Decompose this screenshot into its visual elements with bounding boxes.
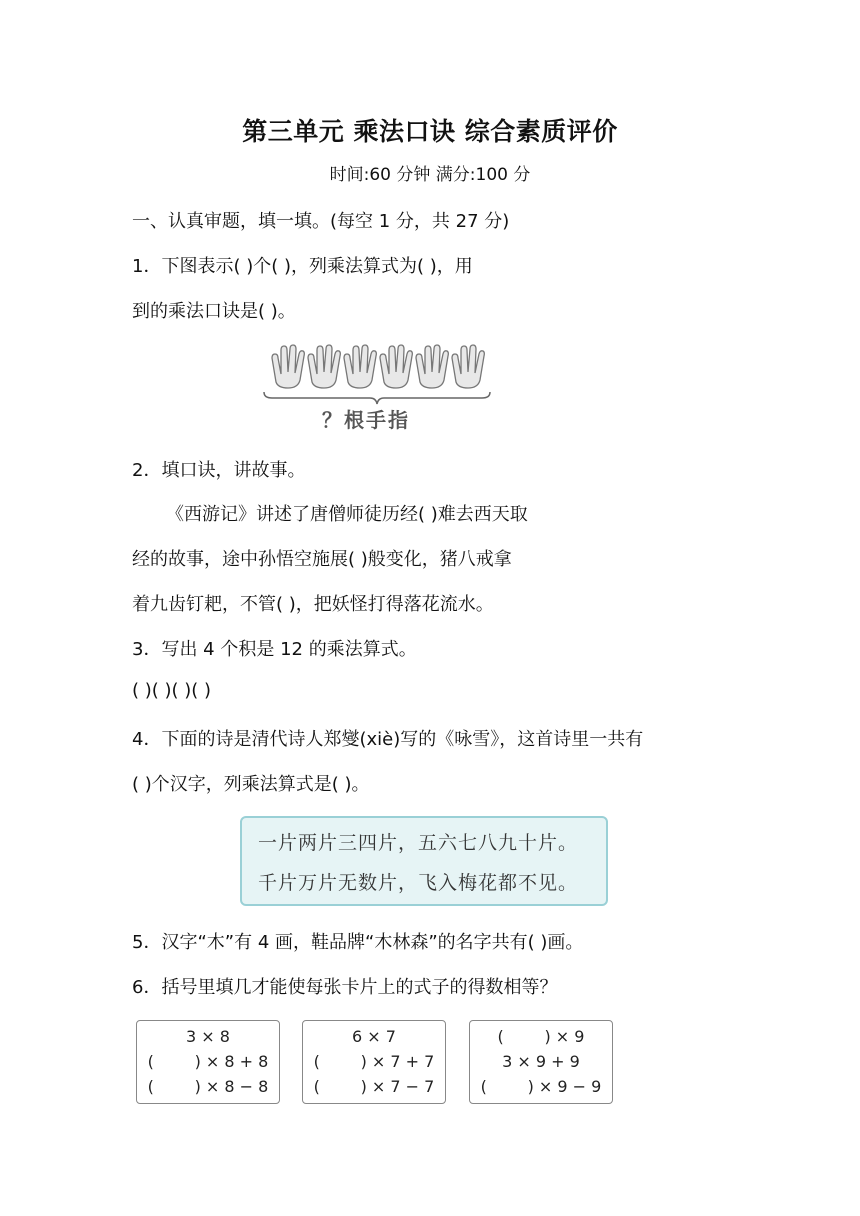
card-2-line-2: ( ) × 7 + 7 [313,1052,435,1071]
question-2-line-1: 2．填口诀，讲故事。 [132,460,306,481]
question-5-line-1: 5．汉字“木”有 4 画，鞋品牌“木林森”的名字共有( )画。 [132,932,584,953]
equation-card-3 [469,1020,613,1104]
poem-line-1: 一片两片三四片，五六七八九十片。 [258,832,579,854]
equation-card-2 [302,1020,446,1104]
equation-card-1 [136,1020,280,1104]
poem-line-2: 千片万片无数片，飞入梅花都不见。 [258,872,579,894]
card-2-line-1: 6 × 7 [352,1027,396,1046]
hands-caption: ？根手指 [322,408,410,432]
card-3-line-3: ( ) × 9 − 9 [480,1077,602,1096]
card-3-line-1: ( ) × 9 [497,1027,585,1046]
question-1-line-1: 1．下图表示( )个( )，列乘法算式为( )，用 [132,256,473,277]
page-title: 第三单元 乘法口诀 综合素质评价 [242,117,618,146]
question-3-answer-blanks: ( )( )( )( ) [132,680,212,701]
question-4-line-2: ( )个汉字，列乘法算式是( )。 [132,774,370,795]
card-1-line-3: ( ) × 8 − 8 [147,1077,269,1096]
section-heading: 一、认真审题，填一填。(每空 1 分，共 27 分) [132,211,510,232]
card-2-line-3: ( ) × 7 − 7 [313,1077,435,1096]
question-6-line-1: 6．括号里填几才能使每张卡片上的式子的得数相等？ [132,977,558,998]
poem-box [240,816,608,906]
question-2-line-4: 着九齿钉耙，不管( )，把妖怪打得落花流水。 [132,594,494,615]
question-1-line-2: 到的乘法口诀是( )。 [132,301,296,322]
question-3-line-1: 3．写出 4 个积是 12 的乘法算式。 [132,639,417,660]
card-1-line-2: ( ) × 8 + 8 [147,1052,269,1071]
card-1-line-1: 3 × 8 [186,1027,230,1046]
question-2-line-3: 经的故事，途中孙悟空施展( )般变化，猪八戒拿 [132,549,512,570]
card-3-line-2: 3 × 9 + 9 [502,1052,580,1071]
question-2-line-2: 《西游记》讲述了唐僧师徒历经( )难去西天取 [166,504,528,525]
exam-time-score: 时间:60 分钟 满分:100 分 [329,165,531,185]
question-4-line-1: 4．下面的诗是清代诗人郑燮(xiè)写的《咏雪》，这首诗里一共有 [132,729,644,750]
